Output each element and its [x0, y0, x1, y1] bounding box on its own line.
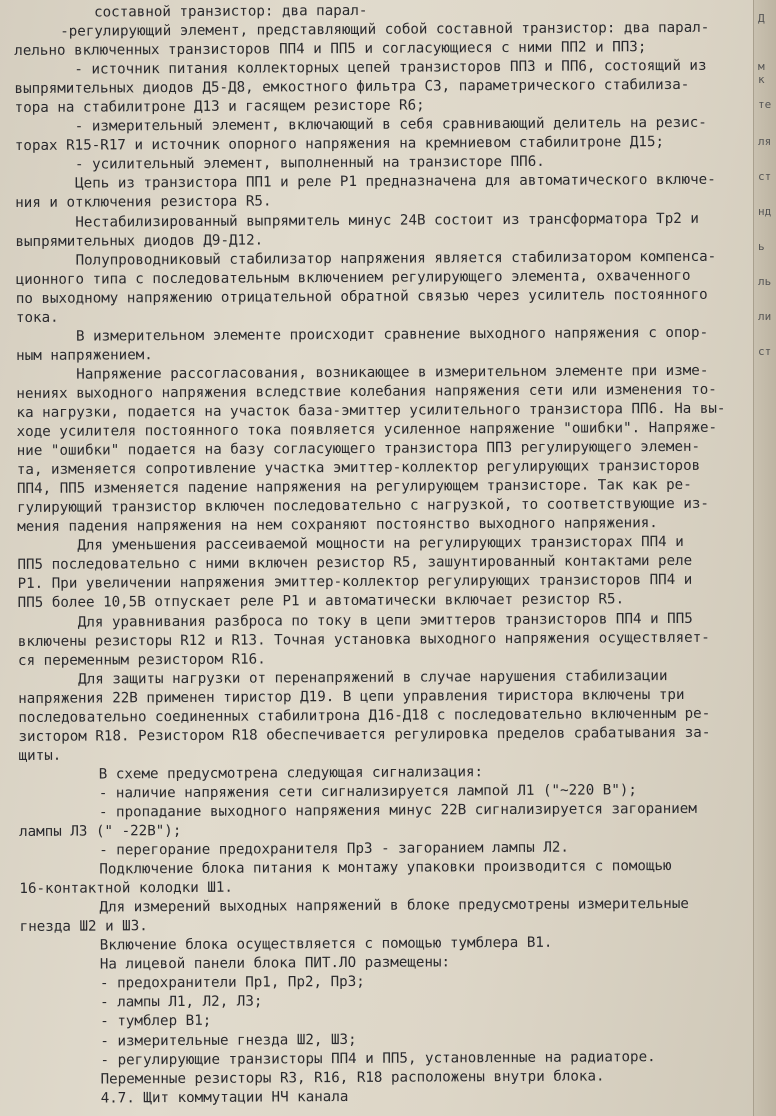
text-line: ПП4, ПП5 изменяется падение напряжения на регулирующем транзисторе. Так как ре- [16, 477, 692, 498]
text-line: ным напряжением. [16, 347, 153, 364]
text-line: -регулирующий элемент, представляющий собой составной транзистор: два парал- [60, 19, 710, 40]
text-line: тора на стабилитроне Д13 и гасящем резисторе R6; [14, 97, 425, 117]
text-line: включены резисторы R12 и R13. Точная установка выходного напряжения осуществляет- [17, 629, 710, 650]
text-line: та, изменяется сопротивление участка эмиттер-коллектор регулирующих транзисторов [16, 457, 701, 479]
margin-mark: ли [758, 310, 772, 323]
text-line: Подключение блока питания к монтажу упаковки производится с помощью [99, 858, 672, 878]
text-line: Для измерений выходных напряжений в блоке предусмотрены измерительные [99, 896, 689, 916]
text-line: выпрямительных диодов Д5-Д8, емкостного фильтра С3, параметрического стабилиза- [14, 77, 690, 98]
text-line: ПП5 более 10,5В отпускает реле Р1 и автоматически включает резистор R5. [17, 591, 625, 612]
text-line: Напряжение рассогласования, возникающее в измерительном элементе при изме- [76, 362, 709, 383]
margin-mark: те [758, 98, 772, 111]
text-line: по выходному напряжению отрицательной обратной связью через усилитель постоянного [15, 286, 708, 307]
text-line: Полупроводниковый стабилизатор напряжения является стабилизатором компенса- [75, 248, 717, 269]
margin-mark: ь [758, 240, 765, 253]
text-line: лампы Л3 (" -22В"); [19, 823, 182, 840]
text-line: составной транзистор: два парал- [94, 2, 368, 21]
text-line: ние "ошибки" подается на базу согласующего транзистора ПП3 регулирующего элемен- [16, 438, 701, 460]
text-line: Нестабилизированный выпрямитель минус 24В состоит из трансформатора Тр2 и [75, 210, 699, 231]
margin-mark: м к [758, 60, 765, 86]
text-line: ционного типа с последовательным включением регулирующего элемента, охваченного [15, 267, 691, 288]
margin-mark: ст [758, 170, 772, 183]
text-line: Включение блока осуществляется с помощью тумблера В1. [99, 935, 553, 954]
text-line: торах R15-R17 и источник опорного напряжения на кремниевом стабилитроне Д15; [14, 134, 665, 155]
margin-mark: ль [758, 275, 772, 288]
text-line: ния и отключения резистора R5. [15, 193, 272, 212]
document-text [14, 0, 755, 1109]
text-line: - перегорание предохранителя Пр3 - загоранием лампы Л2. [99, 839, 570, 859]
text-line: ся переменным резистором R16. [17, 651, 266, 669]
text-line: Для защиты нагрузки от перенапряжений в случае нарушения стабилизации [78, 667, 668, 688]
text-line: гнезда Ш2 и Ш3. [19, 918, 148, 936]
text-line: лельно включенных транзисторов ПП4 и ПП5 и согласующиеся с ними ПП2 и ПП3; [14, 39, 647, 60]
text-line: - измерительные гнезда Ш2, Ш3; [100, 1031, 357, 1050]
text-line: мения падения напряжения на нем сохраняют постоянство выходного напряжения. [17, 515, 658, 536]
text-line: - наличие напряжения сети сигнализируется лампой Л1 ("~220 В"); [98, 782, 637, 802]
text-line: 4.7. Щит коммутации НЧ канала [100, 1088, 349, 1107]
text-line: последовательно соединенных стабилитрона Д16-Д18 с последовательно включенным ре- [18, 705, 711, 726]
adjacent-page-edge [753, 0, 776, 1116]
text-line: Р1. При увеличении напряжения эмиттер-коллектор регулирующих транзисторов ПП4 и [17, 572, 693, 593]
margin-mark: Д [758, 12, 765, 25]
text-line: На лицевой панели блока ПИТ.ЛО размещены: [99, 954, 451, 973]
text-line: Цепь из транзистора ПП1 и реле Р1 предназначена для автоматического включе- [75, 172, 716, 193]
text-line: ПП5 последовательно с ними включен резистор R5, зашунтированный контактами реле [17, 553, 693, 574]
margin-mark: нд [758, 205, 772, 218]
text-line: щиты. [18, 747, 62, 764]
text-line: выпрямительных диодов Д9-Д12. [15, 232, 264, 250]
text-line: напряжения 22В применен тиристор Д19. В цепи управления тиристора включены три [18, 686, 685, 707]
text-line: Для уравнивания разброса по току в цепи эмиттеров транзисторов ПП4 и ПП5 [77, 610, 693, 631]
text-line: - измерительный элемент, включающий в себя сравнивающий делитель на резис- [74, 115, 707, 135]
text-line: - лампы Л1, Л2, Л3; [100, 993, 263, 1011]
text-line: зистором R18. Резистором R18 обеспечивается регулировка пределов срабатывания за- [18, 724, 711, 745]
text-line: гулирующий транзистор включен последовательно с нагрузкой, то соответствующие из- [17, 495, 709, 517]
text-line: ка нагрузки, подается на участок база-эмиттер усилительного транзистора ПП6. На вы- [16, 400, 726, 421]
text-line: тока. [15, 309, 59, 326]
text-line: Переменные резисторы R3, R16, R18 расположены внутри блока. [100, 1068, 605, 1088]
margin-mark: ля [758, 135, 772, 148]
text-line: - регулирующие транзисторы ПП4 и ПП5, установленные на радиаторе. [100, 1048, 656, 1069]
text-line: 16-контактной колодки Ш1. [19, 879, 233, 898]
text-line: - пропадание выходного напряжения минус 22В сигнализируется загоранием [98, 800, 697, 821]
text-line: - тумблер В1; [100, 1013, 212, 1030]
text-line: - источник питания коллекторных цепей транзисторов ПП3 и ПП6, состоящий из [74, 57, 707, 78]
text-line: В измерительном элементе происходит сравнение выходного напряжения с опор- [75, 324, 709, 345]
text-line: ходе усилителя постоянного тока появляется усиленное напряжение "ошибки". Напряже- [16, 419, 718, 441]
text-line: нениях выходного напряжения вследствие колебания напряжения сети или изменения то- [16, 381, 717, 402]
margin-mark: ст [758, 345, 772, 358]
text-line: - усилительный элемент, выполненный на транзисторе ПП6. [74, 154, 545, 174]
text-line: - предохранители Пр1, Пр2, Пр3; [99, 974, 365, 992]
text-line: В схеме предусмотрена следующая сигнализация: [98, 764, 484, 783]
text-line: Для уменьшения рассеиваемой мощности на регулирующих транзисторах ПП4 и [77, 534, 684, 554]
